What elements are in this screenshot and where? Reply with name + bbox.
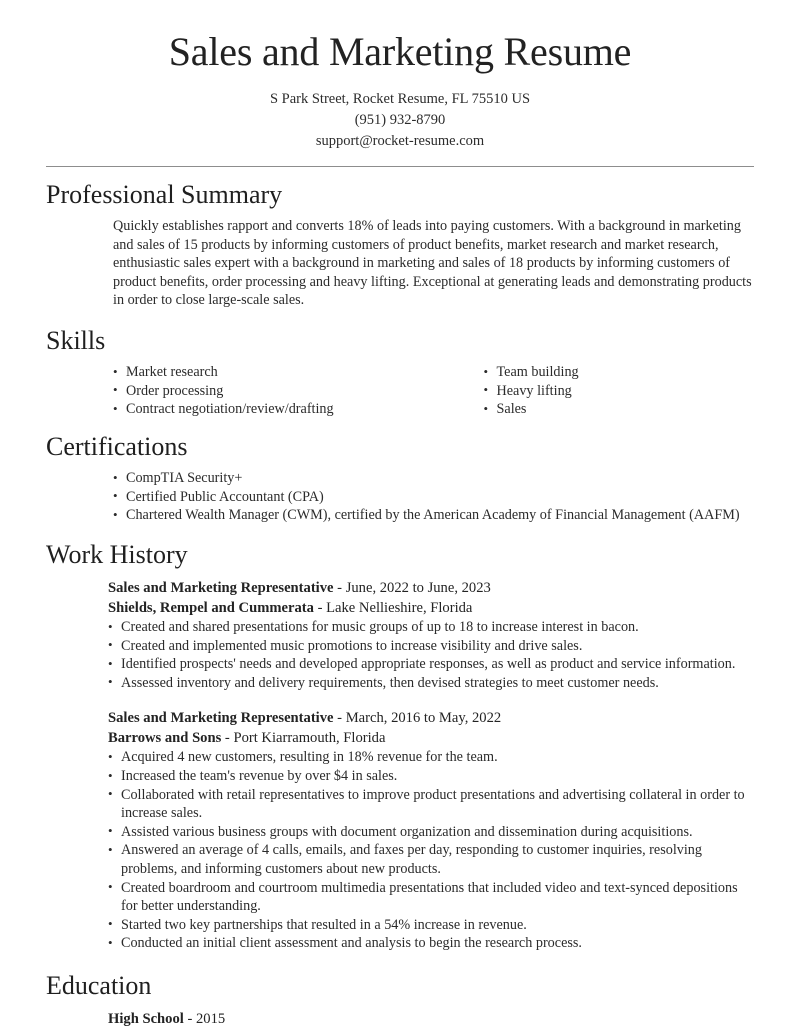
job-company-line (108, 729, 754, 749)
list-item: • Assessed inventory and delivery requirements, then devised strategies to meet customer needs. (108, 674, 754, 693)
list-item: • Created and implemented music promotions to increase visibility and drive sales. (108, 637, 754, 656)
job-title: Sales and Marketing Representative (108, 580, 334, 597)
education-separator: - (183, 1011, 196, 1028)
job-company: Barrows and Sons (108, 729, 222, 746)
job-company-separator: - (313, 599, 327, 616)
list-item: • Created and shared presentations for music groups of up to 18 to increase interest in bacon. (108, 618, 754, 637)
education-school: High School (108, 1011, 184, 1028)
contact-email: support@rocket-resume.com (315, 132, 485, 149)
job-title: Sales and Marketing Representative (108, 710, 334, 727)
list-item: • Sales (484, 400, 755, 419)
section-heading-professional-summary: Professional Summary (46, 179, 283, 209)
list-item: • Answered an average of 4 calls, emails, and faxes per day, responding to customer inquiries, resolving problems, and informing customers about new products. (108, 841, 754, 878)
professional-summary-text: Quickly establishes rapport and converts 18% of leads into paying customers. With a background in marketing and sales of 15 products by informing customers of product benefits, market research and market research, enthusiastic sales expert with a background in marketing and sales of 18 products by informing customers of product benefits, order processing and heavy lifting. Exceptional at generating leads and demonstrating products in order to close large-scale sales. (113, 217, 752, 309)
list-item: • Acquired 4 new customers, resulting in 18% revenue for the team. (108, 748, 754, 767)
certifications-body (46, 469, 754, 525)
section-work-history (46, 539, 754, 953)
list-item: • Order processing (113, 382, 434, 401)
job-company: Shields, Rempel and Cummerata (108, 599, 314, 616)
header-divider (46, 166, 754, 167)
education-year: 2015 (196, 1011, 226, 1028)
section-certifications (46, 431, 754, 525)
job-dates: June, 2022 to June, 2023 (345, 580, 491, 597)
job-company-separator: - (221, 729, 234, 746)
work-history-entry (46, 709, 754, 953)
list-item: • Increased the team's revenue by over $4 in sales. (108, 767, 754, 786)
job-location: Lake Nellieshire, Florida (326, 599, 473, 616)
contact-phone: (951) 932-8790 (354, 111, 446, 128)
job-dates: March, 2016 to May, 2022 (345, 710, 502, 727)
list-item: • Team building (484, 363, 755, 382)
job-title-line (108, 579, 754, 599)
skills-columns (46, 363, 754, 419)
section-heading-skills: Skills (46, 325, 106, 355)
section-skills (46, 325, 754, 419)
work-history-entry (46, 579, 754, 692)
skills-column-left (113, 363, 434, 419)
job-title-line (108, 709, 754, 729)
skills-list-left (113, 363, 434, 419)
list-item: • Started two key partnerships that resulted in a 54% increase in revenue. (108, 916, 754, 935)
list-item: • Chartered Wealth Manager (CWM), certified by the American Academy of Financial Management (AAFM) (113, 506, 754, 525)
skills-column-right (434, 363, 755, 419)
list-item: • Conducted an initial client assessment and analysis to begin the research process. (108, 934, 754, 953)
section-heading-education: Education (46, 970, 152, 1000)
education-entry (46, 1010, 754, 1030)
list-item: • Market research (113, 363, 434, 382)
section-heading-certifications: Certifications (46, 431, 188, 461)
education-entries (46, 1010, 754, 1030)
skills-list-right (484, 363, 755, 419)
list-item: • Collaborated with retail representatives to improve product presentations and advertising collateral in order to increase sales. (108, 786, 754, 823)
section-heading-work-history: Work History (46, 539, 188, 569)
contact-address: S Park Street, Rocket Resume, FL 75510 US (269, 90, 531, 107)
job-bullet-list (108, 618, 754, 692)
page-title: Sales and Marketing Resume (168, 29, 632, 74)
certifications-list (113, 469, 754, 525)
section-education (46, 970, 754, 1030)
job-location: Port Kiarramouth, Florida (233, 729, 386, 746)
list-item: • Created boardroom and courtroom multimedia presentations that included video and text-synced depositions for better understanding. (108, 879, 754, 916)
list-item: • Certified Public Accountant (CPA) (113, 488, 754, 507)
resume-header (46, 0, 754, 152)
list-item: • CompTIA Security+ (113, 469, 754, 488)
job-title-separator: - (333, 580, 346, 597)
job-bullet-list (108, 748, 754, 953)
section-professional-summary (46, 179, 754, 310)
list-item: • Identified prospects' needs and developed appropriate responses, as well as product and service information. (108, 655, 754, 674)
professional-summary-body (46, 217, 754, 310)
job-company-line (108, 599, 754, 619)
list-item: • Assisted various business groups with document organization and dissemination during acquisitions. (108, 823, 754, 842)
list-item: • Contract negotiation/review/drafting (113, 400, 434, 419)
job-title-separator: - (333, 710, 346, 727)
work-history-entries (46, 579, 754, 953)
list-item: • Heavy lifting (484, 382, 755, 401)
